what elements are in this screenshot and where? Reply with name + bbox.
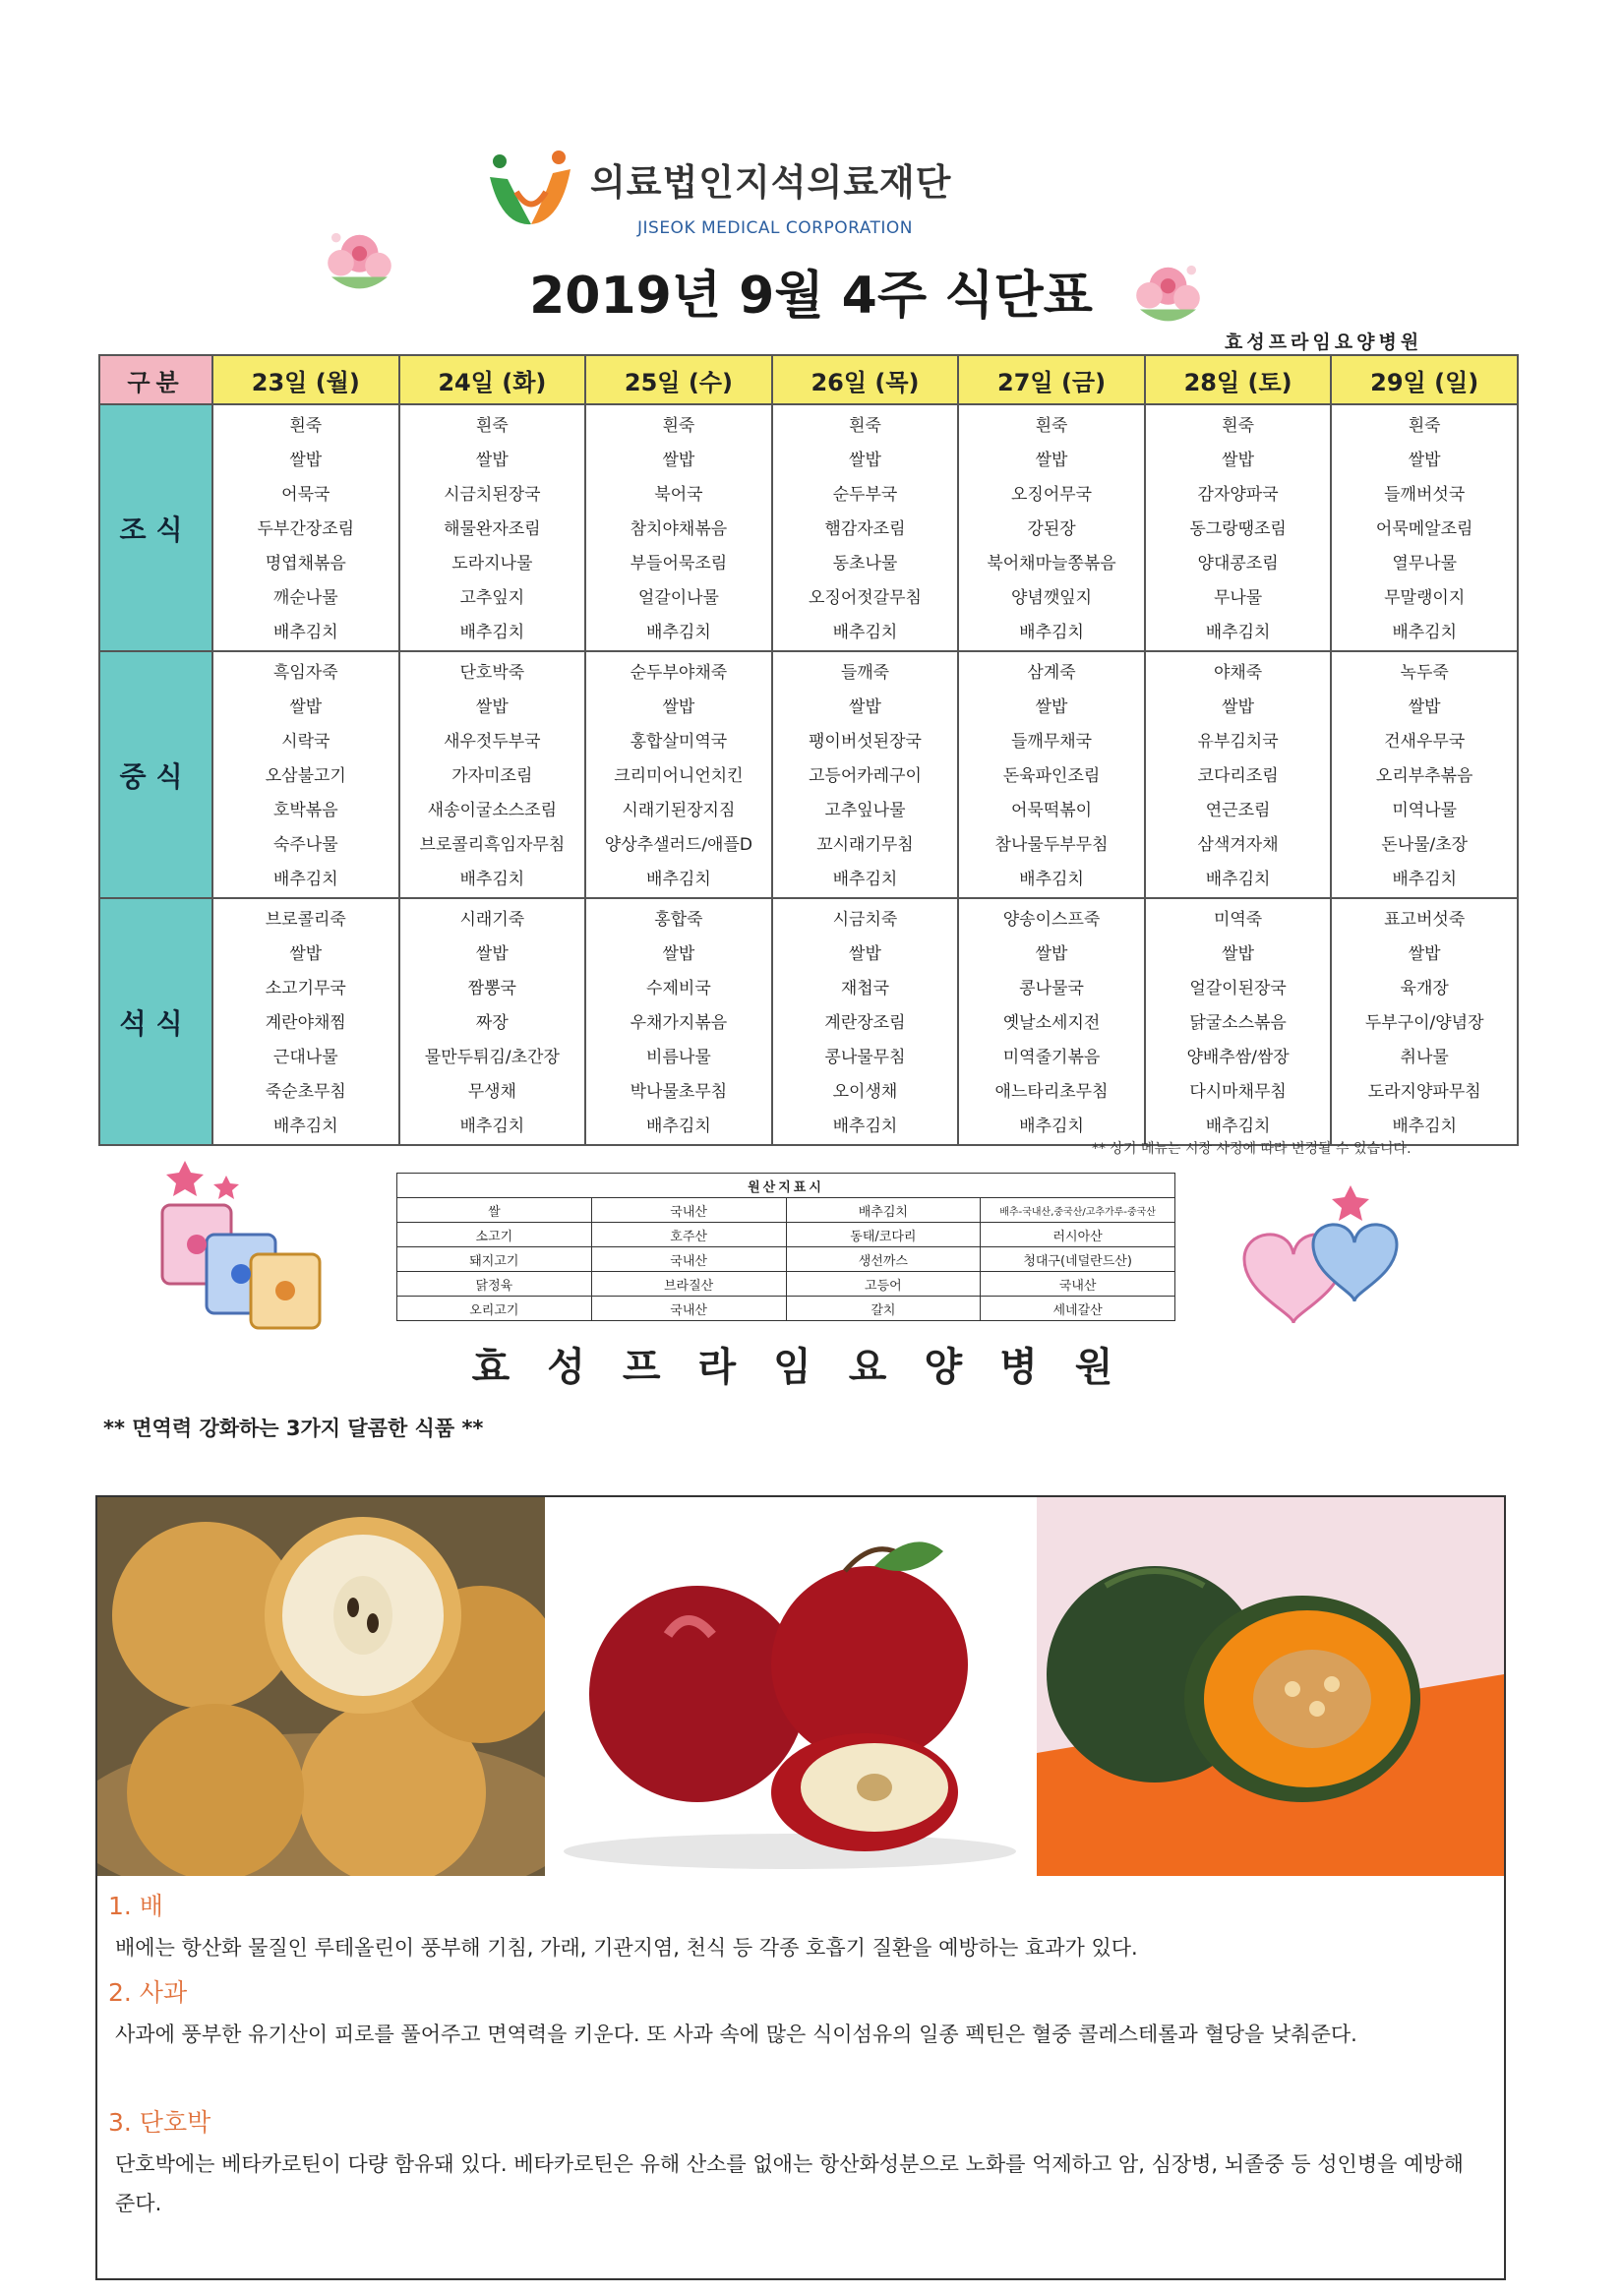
menu-item: 쌀밥 <box>289 451 323 470</box>
menu-item: 배추김치 <box>1392 623 1458 642</box>
menu-item: 돈육파인조림 <box>1002 766 1101 786</box>
menu-item-list <box>400 899 585 1144</box>
menu-item: 무나물 <box>1213 588 1263 608</box>
menu-item: 콩나물국 <box>1019 979 1084 998</box>
menu-item: 배추김치 <box>272 1117 338 1136</box>
food-description: 배에는 항산화 물질인 루테올린이 풍부해 기침, 가래, 기관지염, 천식 등 각종 호흡기 질환을 예방하는 효과가 있다. <box>115 1936 1138 1960</box>
menu-item: 계란장조림 <box>824 1013 906 1033</box>
menu-item-list <box>1332 652 1517 897</box>
menu-item: 도라지나물 <box>451 554 533 574</box>
menu-item: 흰죽 <box>1408 416 1441 436</box>
menu-item: 양상추샐러드/애플D <box>604 835 752 855</box>
menu-item: 양념깻잎지 <box>1010 588 1093 608</box>
menu-item: 배추김치 <box>646 870 711 889</box>
menu-item: 팽이버섯된장국 <box>808 732 922 752</box>
org-name: 의료법인지석의료재단 <box>590 161 952 204</box>
menu-cell <box>212 898 399 1145</box>
food-title: 3. 단호박 <box>108 2108 211 2137</box>
menu-item: 흰죽 <box>1222 416 1255 436</box>
menu-item: 호박볶음 <box>272 801 338 820</box>
menu-item: 들깨무채국 <box>1010 732 1093 752</box>
menu-item: 참치야채볶음 <box>630 519 728 539</box>
menu-item: 배추김치 <box>1205 1117 1271 1136</box>
menu-item: 어묵떡볶이 <box>1010 801 1093 820</box>
menu-item: 고등어카레구이 <box>808 766 922 786</box>
meal-label: 조식 <box>99 404 212 651</box>
menu-cell <box>772 404 959 651</box>
menu-item-list <box>400 405 585 650</box>
menu-change-note: ** 상기 메뉴는 시장 사정에 따라 변경될 수 있습니다. <box>1092 1141 1412 1157</box>
menu-cell <box>212 651 399 898</box>
menu-item: 어묵국 <box>281 485 330 505</box>
menu-item: 삼계죽 <box>1027 663 1076 683</box>
origin-cell: 동태/코다리 <box>786 1223 981 1247</box>
menu-item: 다시마채무침 <box>1189 1082 1287 1102</box>
menu-item: 고추잎나물 <box>824 801 906 820</box>
menu-item: 배추김치 <box>832 870 898 889</box>
origin-cell: 생선까스 <box>786 1247 981 1272</box>
menu-item: 배추김치 <box>646 1117 711 1136</box>
menu-item: 배추김치 <box>1019 1117 1084 1136</box>
menu-item: 명엽채볶음 <box>265 554 346 574</box>
menu-cell <box>1145 898 1332 1145</box>
food-intro-heading: ** 면역력 강화하는 3가지 달콤한 식품 ** <box>103 1417 484 1440</box>
menu-item: 짜장 <box>475 1013 509 1033</box>
flower-bouquet-icon <box>1121 244 1215 337</box>
menu-item: 배추김치 <box>832 623 898 642</box>
menu-item-list <box>1332 899 1517 1144</box>
hospital-name-large: 효성프라임요양병원 <box>471 1345 1151 1390</box>
apple-photo <box>550 1497 1030 1876</box>
menu-cell <box>399 898 586 1145</box>
menu-item: 가자미조림 <box>451 766 533 786</box>
origin-cell: 국내산 <box>591 1297 786 1321</box>
menu-item: 고추잎지 <box>459 588 525 608</box>
menu-item: 배추김치 <box>459 870 525 889</box>
origin-cell: 호주산 <box>591 1223 786 1247</box>
menu-item: 쌀밥 <box>849 697 881 717</box>
origin-cell: 소고기 <box>397 1223 592 1247</box>
menu-item: 쌀밥 <box>1222 697 1255 717</box>
menu-item: 두부간장조림 <box>257 519 355 539</box>
menu-item: 배추김치 <box>272 870 338 889</box>
menu-item: 배추김치 <box>1205 870 1271 889</box>
menu-cell <box>1331 898 1518 1145</box>
menu-item: 쌀밥 <box>662 944 695 964</box>
menu-item: 오삼불고기 <box>265 766 346 786</box>
menu-cell <box>1145 404 1332 651</box>
menu-item: 쌀밥 <box>1035 451 1068 470</box>
menu-item: 해물완자조림 <box>444 519 541 539</box>
menu-item-list <box>1146 652 1331 897</box>
menu-item: 크리미어니언치킨 <box>614 766 744 786</box>
meal-row <box>99 404 1518 651</box>
menu-item: 동그랑땡조림 <box>1189 519 1287 539</box>
origin-cell: 배추-국내산,중국산/고추가루-중국산 <box>981 1198 1175 1223</box>
menu-item: 쌀밥 <box>1408 697 1441 717</box>
menu-item: 흰죽 <box>1035 416 1068 436</box>
menu-item: 도라지양파무침 <box>1367 1082 1481 1102</box>
food-description: 사과에 풍부한 유기산이 피로를 풀어주고 면역력을 키운다. 또 사과 속에 많은 식이섬유의 일종 펙틴은 혈중 콜레스테롤과 혈당을 낮춰준다. <box>115 2023 1357 2046</box>
menu-item: 감자양파국 <box>1197 485 1279 505</box>
day-header: 29일 (일) <box>1331 355 1518 404</box>
menu-item: 박나물초무침 <box>630 1082 728 1102</box>
menu-item: 짬뽕국 <box>467 979 516 998</box>
day-header: 23일 (월) <box>212 355 399 404</box>
menu-item: 배추김치 <box>272 623 338 642</box>
menu-item: 들깨죽 <box>840 663 890 683</box>
origin-cell: 국내산 <box>981 1272 1175 1297</box>
menu-item-list <box>213 899 398 1144</box>
menu-item: 쌀밥 <box>662 697 695 717</box>
hospital-name: 효성프라임요양병원 <box>1225 332 1423 353</box>
menu-item: 연근조림 <box>1205 801 1271 820</box>
menu-item: 쌀밥 <box>662 451 695 470</box>
day-header: 25일 (수) <box>585 355 772 404</box>
day-header: 26일 (목) <box>772 355 959 404</box>
menu-item: 무생채 <box>467 1082 516 1102</box>
menu-item: 쌀밥 <box>1222 451 1255 470</box>
menu-item: 햄감자조림 <box>824 519 906 539</box>
menu-item: 육개장 <box>1400 979 1449 998</box>
menu-item: 녹두죽 <box>1400 663 1449 683</box>
day-header: 27일 (금) <box>958 355 1145 404</box>
menu-cell <box>772 651 959 898</box>
menu-item: 근대나물 <box>272 1048 338 1067</box>
menu-item: 시래기된장지짐 <box>622 801 736 820</box>
menu-item: 새송이굴소스조림 <box>427 801 558 820</box>
meal-row <box>99 898 1518 1145</box>
menu-item: 쌀밥 <box>475 451 509 470</box>
menu-item: 건새우무국 <box>1384 732 1466 752</box>
origin-cell: 쌀 <box>397 1198 592 1223</box>
menu-item: 쌀밥 <box>849 944 881 964</box>
menu-item: 양배추쌈/쌈장 <box>1186 1048 1290 1067</box>
menu-item: 물만두튀김/초간장 <box>424 1048 560 1067</box>
menu-item: 코다리조림 <box>1197 766 1279 786</box>
pumpkin-photo <box>1037 1497 1504 1876</box>
menu-item: 브로콜리흑임자무침 <box>419 835 566 855</box>
origin-row <box>397 1198 1175 1223</box>
meal-row <box>99 651 1518 898</box>
origin-cell: 국내산 <box>591 1247 786 1272</box>
menu-item: 쌀밥 <box>1035 944 1068 964</box>
menu-item: 배추김치 <box>1392 1117 1458 1136</box>
origin-cell: 배추김치 <box>786 1198 981 1223</box>
menu-item: 돈나물/초장 <box>1381 835 1469 855</box>
menu-header-row <box>99 355 1518 404</box>
menu-item: 양대콩조림 <box>1197 554 1279 574</box>
menu-item-list <box>773 652 958 897</box>
menu-item: 브로콜리죽 <box>265 910 346 930</box>
page-title: 2019년 9월 4주 식단표 <box>529 267 1093 326</box>
menu-item: 흰죽 <box>475 416 509 436</box>
meal-label: 중식 <box>99 651 212 898</box>
menu-item: 배추김치 <box>459 623 525 642</box>
weekly-menu-table <box>98 354 1519 1146</box>
menu-item-list <box>213 652 398 897</box>
menu-item-list <box>773 899 958 1144</box>
menu-item: 우채가지볶음 <box>630 1013 728 1033</box>
origin-row <box>397 1247 1175 1272</box>
menu-item: 순두부야채죽 <box>630 663 728 683</box>
menu-item: 재첩국 <box>840 979 890 998</box>
menu-item: 들깨버섯국 <box>1384 485 1466 505</box>
menu-item: 콩나물무침 <box>824 1048 906 1067</box>
menu-item-list <box>959 899 1144 1144</box>
menu-item: 오리부추볶음 <box>1375 766 1473 786</box>
origin-row <box>397 1223 1175 1247</box>
menu-item-list <box>400 652 585 897</box>
menu-item: 열무나물 <box>1392 554 1458 574</box>
menu-item: 쌀밥 <box>1222 944 1255 964</box>
menu-cell <box>772 898 959 1145</box>
menu-item: 수제비국 <box>646 979 711 998</box>
origin-row <box>397 1297 1175 1321</box>
menu-item: 참나물두부무침 <box>994 835 1109 855</box>
origin-table-title: 원산지표시 <box>397 1174 1175 1198</box>
menu-item: 두부구이/양념장 <box>1364 1013 1484 1033</box>
menu-item: 순두부국 <box>832 485 898 505</box>
menu-item: 유부김치국 <box>1197 732 1279 752</box>
menu-item: 옛날소세지전 <box>1002 1013 1101 1033</box>
menu-item: 흰죽 <box>289 416 323 436</box>
menu-item: 죽순초무침 <box>265 1082 346 1102</box>
menu-item: 쌀밥 <box>289 944 323 964</box>
menu-item: 쌀밥 <box>475 697 509 717</box>
menu-item: 계란야채찜 <box>265 1013 346 1033</box>
menu-item: 시래기죽 <box>459 910 525 930</box>
menu-cell <box>958 651 1145 898</box>
menu-cell <box>212 404 399 651</box>
menu-item: 무말랭이지 <box>1384 588 1466 608</box>
food-description: 단호박에는 베타카로틴이 다량 함유돼 있다. 베타카로틴은 유해 산소를 없애는 항산화성분으로 노화를 억제하고 암, 심장병, 뇌졸중 등 성인병을 예방해준다. <box>115 2152 1464 2215</box>
day-header: 24일 (화) <box>399 355 586 404</box>
menu-item: 오징어젓갈무침 <box>808 588 922 608</box>
menu-item: 동초나물 <box>832 554 898 574</box>
menu-item: 단호박죽 <box>459 663 525 683</box>
menu-cell <box>958 404 1145 651</box>
origin-cell: 러시아산 <box>981 1223 1175 1247</box>
menu-item-list <box>959 652 1144 897</box>
menu-cell <box>585 898 772 1145</box>
menu-item: 배추김치 <box>1019 870 1084 889</box>
menu-item-list <box>773 405 958 650</box>
menu-item-list <box>959 405 1144 650</box>
menu-corner-label: 구분 <box>99 355 212 404</box>
menu-item: 야채죽 <box>1213 663 1263 683</box>
menu-item: 얼갈이나물 <box>637 588 719 608</box>
menu-item-list <box>213 405 398 650</box>
menu-item: 쌀밥 <box>849 451 881 470</box>
menu-item: 오징어무국 <box>1010 485 1093 505</box>
menu-cell <box>399 651 586 898</box>
menu-item: 북어국 <box>654 485 703 505</box>
pear-photo <box>97 1497 545 1876</box>
menu-item: 배추김치 <box>459 1117 525 1136</box>
menu-item-list <box>1332 405 1517 650</box>
menu-item: 홍합살미역국 <box>630 732 728 752</box>
menu-item: 오이생채 <box>832 1082 898 1102</box>
menu-item: 표고버섯죽 <box>1384 910 1466 930</box>
origin-table <box>396 1173 1175 1321</box>
menu-cell <box>1331 651 1518 898</box>
menu-cell <box>958 898 1145 1145</box>
menu-item-list <box>586 899 771 1144</box>
menu-item: 미역죽 <box>1213 910 1263 930</box>
menu-item: 북어채마늘쫑볶음 <box>987 554 1116 574</box>
menu-item: 쌀밥 <box>475 944 509 964</box>
origin-cell: 닭정육 <box>397 1272 592 1297</box>
menu-item: 양송이스프죽 <box>1002 910 1101 930</box>
origin-cell: 돼지고기 <box>397 1247 592 1272</box>
menu-item: 꼬시래기무침 <box>816 835 914 855</box>
menu-item: 비름나물 <box>646 1048 711 1067</box>
food-title: 1. 배 <box>108 1892 163 1920</box>
menu-cell <box>585 404 772 651</box>
menu-item: 시락국 <box>281 732 330 752</box>
menu-item: 배추김치 <box>1205 623 1271 642</box>
menu-item: 미역나물 <box>1392 801 1458 820</box>
menu-item: 얼갈이된장국 <box>1189 979 1287 998</box>
origin-cell: 브라질산 <box>591 1272 786 1297</box>
menu-item: 미역줄기볶음 <box>1002 1048 1101 1067</box>
origin-cell: 국내산 <box>591 1198 786 1223</box>
hearts-icon <box>1234 1185 1412 1333</box>
menu-item: 애느타리초무침 <box>994 1082 1109 1102</box>
menu-item: 깨순나물 <box>272 588 338 608</box>
day-header: 28일 (토) <box>1145 355 1332 404</box>
menu-item: 흰죽 <box>662 416 695 436</box>
menu-item: 배추김치 <box>832 1117 898 1136</box>
menu-item: 새우젓두부국 <box>444 732 541 752</box>
menu-item: 어묵메알조림 <box>1375 519 1473 539</box>
meal-label: 석식 <box>99 898 212 1145</box>
menu-cell <box>399 404 586 651</box>
menu-item: 시금치죽 <box>832 910 898 930</box>
menu-item: 소고기무국 <box>265 979 346 998</box>
menu-item: 쌀밥 <box>289 697 323 717</box>
candy-jars-icon <box>148 1151 344 1333</box>
menu-item: 삼색겨자채 <box>1197 835 1279 855</box>
origin-cell: 갈치 <box>786 1297 981 1321</box>
menu-item: 숙주나물 <box>272 835 338 855</box>
menu-item: 닭굴소스볶음 <box>1189 1013 1287 1033</box>
menu-item-list <box>586 652 771 897</box>
jiseok-logo-icon <box>482 148 580 231</box>
menu-item: 부들어묵조림 <box>630 554 728 574</box>
menu-item: 시금치된장국 <box>444 485 541 505</box>
menu-item: 흑임자죽 <box>272 663 338 683</box>
menu-item-list <box>1146 899 1331 1144</box>
menu-cell <box>585 651 772 898</box>
menu-item: 홍합죽 <box>654 910 703 930</box>
menu-item-list <box>586 405 771 650</box>
menu-item: 강된장 <box>1027 519 1076 539</box>
origin-row <box>397 1272 1175 1297</box>
menu-item: 배추김치 <box>1392 870 1458 889</box>
menu-item: 흰죽 <box>849 416 881 436</box>
menu-cell <box>1145 651 1332 898</box>
food-title: 2. 사과 <box>108 1978 188 2007</box>
menu-item: 취나물 <box>1400 1048 1449 1067</box>
menu-item: 쌀밥 <box>1408 451 1441 470</box>
origin-cell: 오리고기 <box>397 1297 592 1321</box>
org-english-name: JISEOK MEDICAL CORPORATION <box>637 218 914 238</box>
menu-item: 쌀밥 <box>1408 944 1441 964</box>
menu-item: 배추김치 <box>1019 623 1084 642</box>
origin-cell: 청대구(네덜란드산) <box>981 1247 1175 1272</box>
origin-cell: 고등어 <box>786 1272 981 1297</box>
menu-cell <box>1331 404 1518 651</box>
origin-cell: 세네갈산 <box>981 1297 1175 1321</box>
menu-item: 쌀밥 <box>1035 697 1068 717</box>
menu-item-list <box>1146 405 1331 650</box>
menu-item: 배추김치 <box>646 623 711 642</box>
